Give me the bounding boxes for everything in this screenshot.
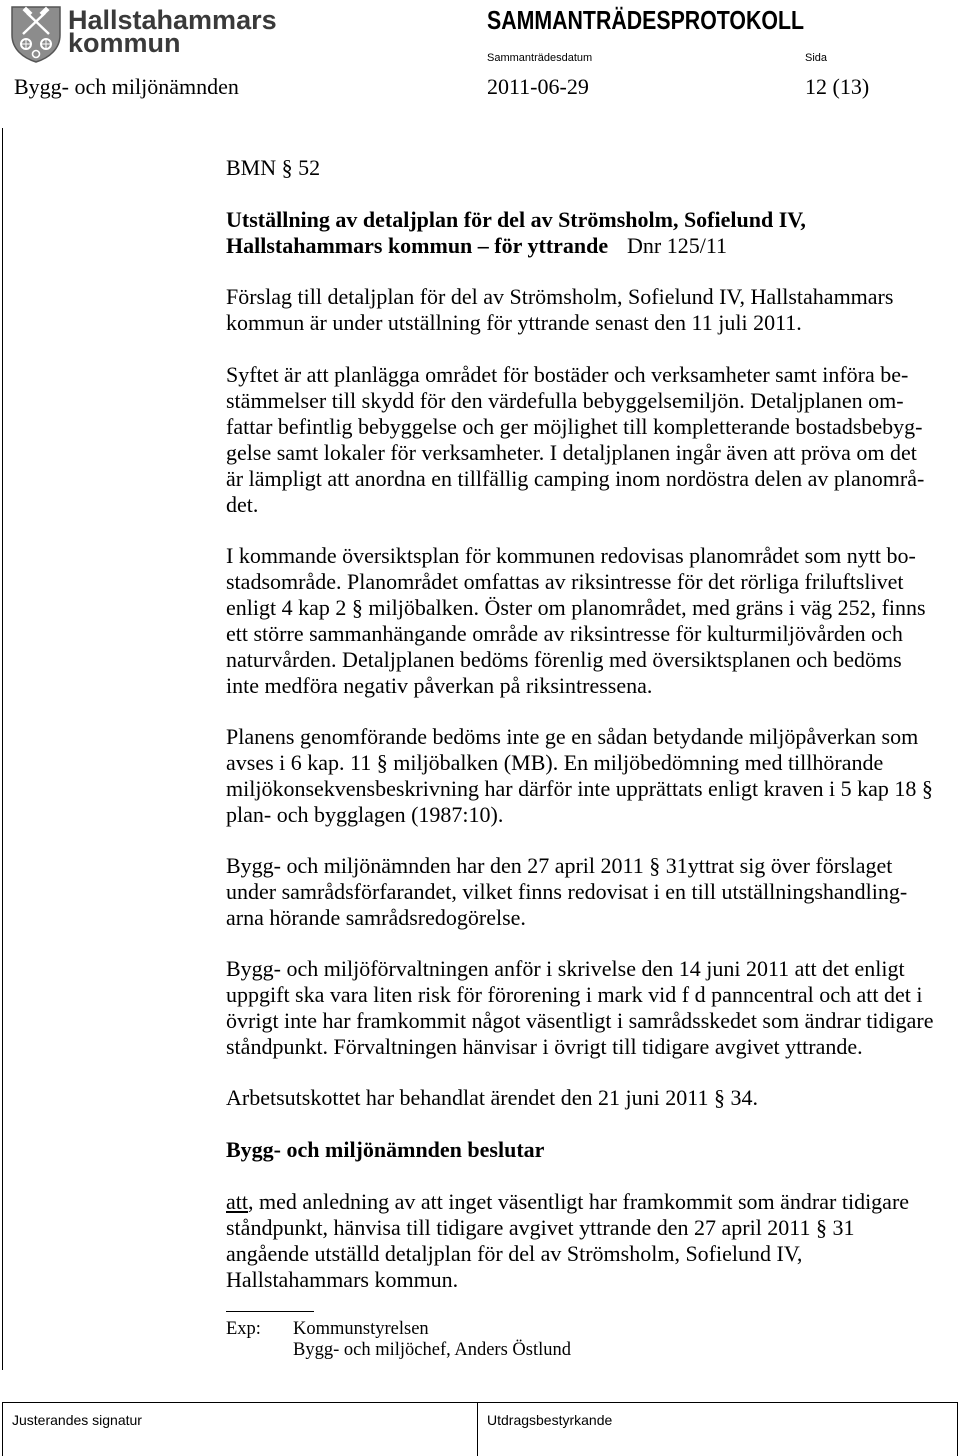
logo-name-line2: kommun — [68, 28, 181, 58]
item-title-text: Hallstahammars kommun – för yttrande — [226, 233, 609, 258]
text-line: Hallstahammars kommun. — [226, 1267, 459, 1292]
text-line: Syftet är att planlägga området för bostäder och verksamheter samt införa be- — [226, 362, 909, 387]
text-line: gelse samt lokaler för verksamheter. I detaljplanen ingår även att pröva om det — [226, 440, 917, 465]
text-line: angående utställd detaljplan för del av Strömsholm, Sofielund IV, — [226, 1241, 803, 1266]
distribution-recipient: Kommunstyrelsen — [293, 1319, 429, 1339]
text-line: kommun är under utställning för yttrande senast den 11 juli 2011. — [226, 310, 802, 335]
text-line: övrigt inte har framkommit något väsentligt i samrådsskedet som ändrar tidigare — [226, 1008, 934, 1033]
text-line: det. — [226, 492, 259, 517]
footer-left-rule — [2, 1402, 3, 1456]
text-line: uppgift ska vara liten risk för förorening i mark vid f d panncentral och att det i — [226, 982, 923, 1007]
paragraph — [226, 284, 893, 336]
text-line: fattar befintlig bebyggelse och ger möjlighet till kompletterande bostadsbebyg- — [226, 414, 923, 439]
text-line: Arbetsutskottet har behandlat ärendet den 21 juni 2011 § 34. — [226, 1085, 758, 1110]
committee-name: Bygg- och miljönämnden — [14, 74, 239, 99]
text-line: stadsområde. Planområdet omfattas av riksintresse för det rörliga friluftslivet — [226, 569, 904, 594]
text-line: naturvården. Detaljplanen bedöms förenlig med översiktsplanen och bedöms — [226, 647, 902, 672]
text-line: enligt 4 kap 2 § miljöbalken. Öster om planområdet, med gräns i väg 252, finns — [226, 595, 926, 620]
coat-of-arms-icon — [9, 4, 63, 64]
certification-field-label: Utdragsbestyrkande — [487, 1412, 613, 1428]
diary-number: Dnr 125/11 — [627, 233, 728, 258]
text-line: avses i 6 kap. 11 § miljöbalken (MB). En miljöbedömning med tillhörande — [226, 750, 884, 775]
item-title-line — [226, 233, 926, 259]
text-line: ståndpunkt, hänvisa till tidigare avgivet yttrande den 27 april 2011 § 31 — [226, 1215, 855, 1240]
meeting-date: 2011-06-29 — [487, 74, 589, 99]
text-line: I kommande översiktsplan för kommunen redovisas planområdet som nytt bo- — [226, 543, 916, 568]
document-type-title: SAMMANTRÄDESPROTOKOLL — [487, 5, 805, 35]
decision-text — [226, 1189, 909, 1293]
footer-right-rule — [957, 1402, 958, 1456]
decision-att: att — [226, 1189, 248, 1214]
paragraph — [226, 1085, 758, 1111]
text-line: Förslag till detaljplan för del av Strömsholm, Sofielund IV, Hallstahammars — [226, 284, 894, 309]
distribution-label: Exp: — [226, 1319, 261, 1339]
item-number: BMN § 52 — [226, 155, 321, 180]
page-label: Sida — [805, 52, 828, 64]
text-line: Planens genomförande bedöms inte ge en sådan betydande miljöpåverkan som — [226, 724, 919, 749]
text-line: arna hörande samrådsredogörelse. — [226, 905, 526, 930]
item-number-block — [226, 155, 320, 181]
text-line: ståndpunkt. Förvaltningen hänvisar i övrigt till tidigare avgivet yttrande. — [226, 1034, 863, 1059]
text-line: under samrådsförfarandet, vilket finns redovisat i en till utställningshandling- — [226, 879, 908, 904]
footer-divider-rule — [477, 1402, 478, 1456]
text-line — [226, 1189, 909, 1215]
decision-heading-block — [226, 1137, 544, 1163]
text-line: inte medföra negativ påverkan på riksintressena. — [226, 673, 653, 698]
paragraph — [226, 543, 926, 699]
distribution-rule — [226, 1311, 314, 1312]
paragraph — [226, 724, 933, 828]
text-line: stämmelser till skydd för den värdefulla bebyggelsemiljön. Detaljplanen om- — [226, 388, 904, 413]
text-line: ett större sammanhängande område av riksintresse för kulturmiljövården och — [226, 621, 903, 646]
footer-top-rule — [2, 1402, 958, 1403]
text-line: Bygg- och miljönämnden har den 27 april 2011 § 31yttrat sig över förslaget — [226, 853, 893, 878]
signature-field-label: Justerandes signatur — [12, 1412, 142, 1428]
item-title — [226, 207, 926, 259]
distribution-recipient: Bygg- och miljöchef, Anders Östlund — [293, 1340, 571, 1360]
meeting-date-label: Sammanträdesdatum — [487, 52, 593, 64]
decision-heading: Bygg- och miljönämnden beslutar — [226, 1137, 545, 1162]
logo-name-line1: Hallstahammars — [68, 5, 277, 35]
paragraph — [226, 362, 924, 518]
text-line: miljökonsekvensbeskrivning har därför inte upprättats enligt kraven i 5 kap 18 § — [226, 776, 933, 801]
paragraph — [226, 853, 907, 931]
paragraph — [226, 956, 933, 1060]
text-line: plan- och bygglagen (1987:10). — [226, 802, 504, 827]
margin-rule — [2, 128, 3, 1370]
text-line: är lämpligt att anordna en tillfällig camping inom nordöstra delen av planområ- — [226, 466, 925, 491]
item-title-line: Utställning av detaljplan för del av Strömsholm, Sofielund IV, — [226, 207, 806, 232]
page-number: 12 (13) — [805, 74, 870, 99]
text-line: Bygg- och miljöförvaltningen anför i skrivelse den 14 juni 2011 att det enligt — [226, 956, 905, 981]
decision-first-line-rest: , med anledning av att inget väsentligt har framkommit som ändrar tidigare — [248, 1189, 910, 1214]
